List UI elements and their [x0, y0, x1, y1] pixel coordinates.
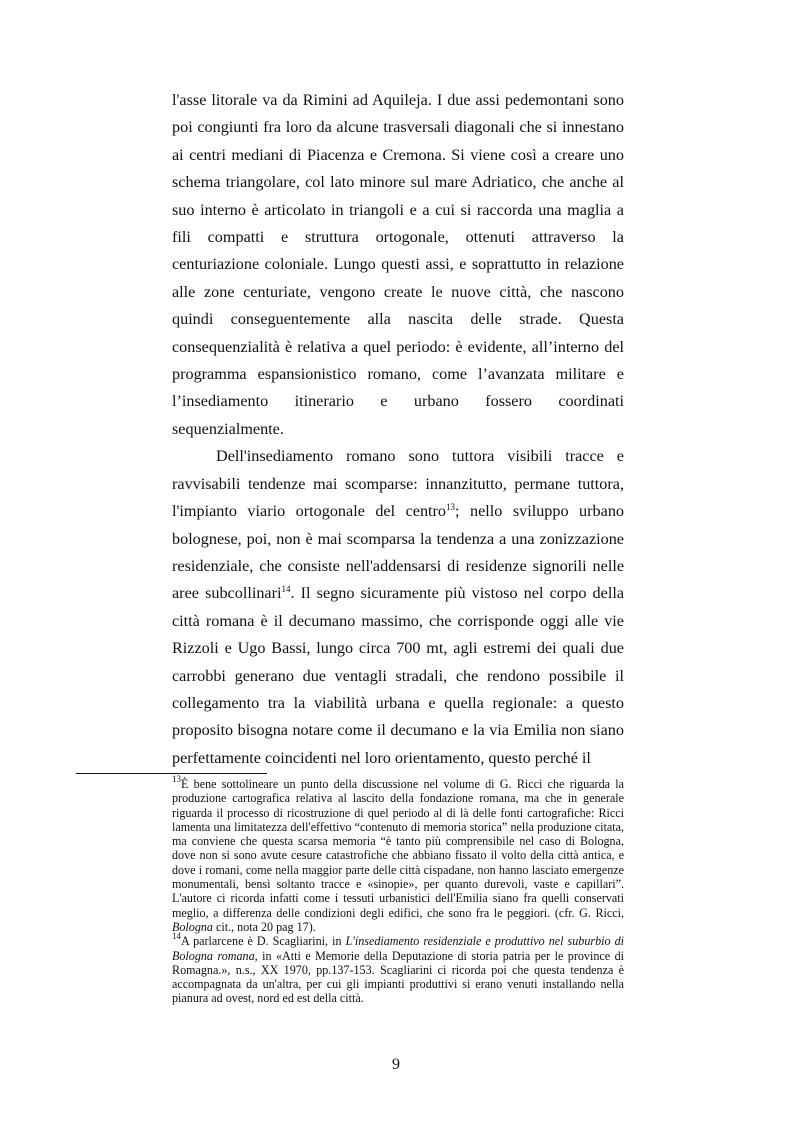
- paragraph-text: l'asse litorale va da Rimini ad Aquileja. I due assi pedemontani sono poi congiunti fra loro da alcune trasversali diagonali che si innestano ai centri mediani di Piacenza e Cremona. Si viene così a creare uno schema triangolare, col lato minore sul mare Adriatico, che anche al suo interno è articolato in triangoli e a cui si raccorda una maglia a fili compatti e struttura ortogonale, ottenuti attraverso la centuriazione coloniale. Lungo questi assi, e soprattutto in relazione alle zone centuriate, vengono create le nuove città, che nascono quindi conseguentemente alla nascita delle strade. Questa consequenzialità è relativa a quel periodo: è evidente, all’interno del programma espansionistico romano, come l’avanzata militare e l’insediamento itinerario e urbano fossero coordinati sequenzialmente.: [172, 91, 624, 438]
- paragraph-text: ; nello sviluppo urbano bolognese, poi, non è mai scomparsa la tendenza a una zonizzazione residenziale, che consiste nell'addensarsi di residenze signorili nelle aree subcollinari: [172, 502, 625, 603]
- paragraph-text: . Il segno sicuramente più vistoso nel corpo della città romana è il decumano massimo, che corrisponde oggi alle vie Rizzoli e Ugo Bassi, lungo circa 700 mt, agli estremi dei quali due carrobbi generano due ventagli stradali, che rendono possibile il collegamento tra la viabilità urbana e quella regionale: a questo proposito bisogna notare come il decumano e la via Emilia non siano perfettamente coincidenti nel loro orientamento, questo perché il: [172, 584, 624, 767]
- footnotes: [172, 774, 624, 1006]
- body-text: [172, 87, 624, 772]
- footnote-text: in «Atti e Memorie della Deputazione di storia patria per le province di Romagna.», n.s., XX 1970, pp.137-153. Scagliarini ci ricorda poi che questa tendenza è accompagnata da un'altra, per cui gli impianti produttivi si erano venuti installando nella pianura ad ovest, nord ed est della città.: [172, 948, 624, 1006]
- footnote-ref-13[interactable]: 13: [446, 502, 456, 513]
- footnote-text: cit., nota 20 pag 17).: [212, 919, 316, 934]
- footnote-marker: 13: [172, 774, 181, 784]
- footnote-13: [172, 774, 624, 934]
- page-number: 9: [392, 1056, 400, 1073]
- paragraph: [172, 443, 624, 772]
- paragraph-text: Dell'insediamento romano sono tuttora visibili tracce e ravvisabili tendenze mai scomparse: innanzitutto, permane tuttora, l'impianto viario ortogonale del centro: [172, 447, 624, 521]
- paragraph: [172, 87, 624, 443]
- footnote-ref-14[interactable]: 14: [281, 584, 291, 595]
- footnote-title: L'insediamento residenziale e produttivo nel suburbio di Bologna romana,: [172, 934, 624, 963]
- footnote-14: [172, 931, 624, 1006]
- footnote-marker: 14: [172, 931, 181, 942]
- footnote-text: È bene sottolineare un punto della discussione nel volume di G. Ricci che riguarda la produzione cartografica relativa al lascito della fondazione romana, ma che in generale riguarda il processo di ricostruzione di quel periodo al di là delle fonti cartografiche: Ricci lamenta una limitatezza dell'effettivo “contenuto di memoria storica” nella produzione citata, ma conviene che questa scarsa memoria “è tanto più comprensibile nel caso di Bologna, dove non si sono avute cesure catastrofiche che abbiano fissato il volto della città antica, e dove i romani, come nella maggior parte delle città cispadane, non hanno lasciato emergenze monumentali, bensì soltanto tracce e «sinopie», per quanto durevoli, vaste e capillari”. L'autore ci ricorda infatti come i tessuti urbanistici dell'Emilia siano fra quelli conservati meglio, a differenza delle condizioni degli edifici, che sono fra le peggiori. (cfr. G. Ricci,: [172, 777, 624, 920]
- footnote-text: A parlarcene è D. Scagliarini, in: [181, 934, 346, 949]
- footnote-title: Bologna: [172, 919, 213, 934]
